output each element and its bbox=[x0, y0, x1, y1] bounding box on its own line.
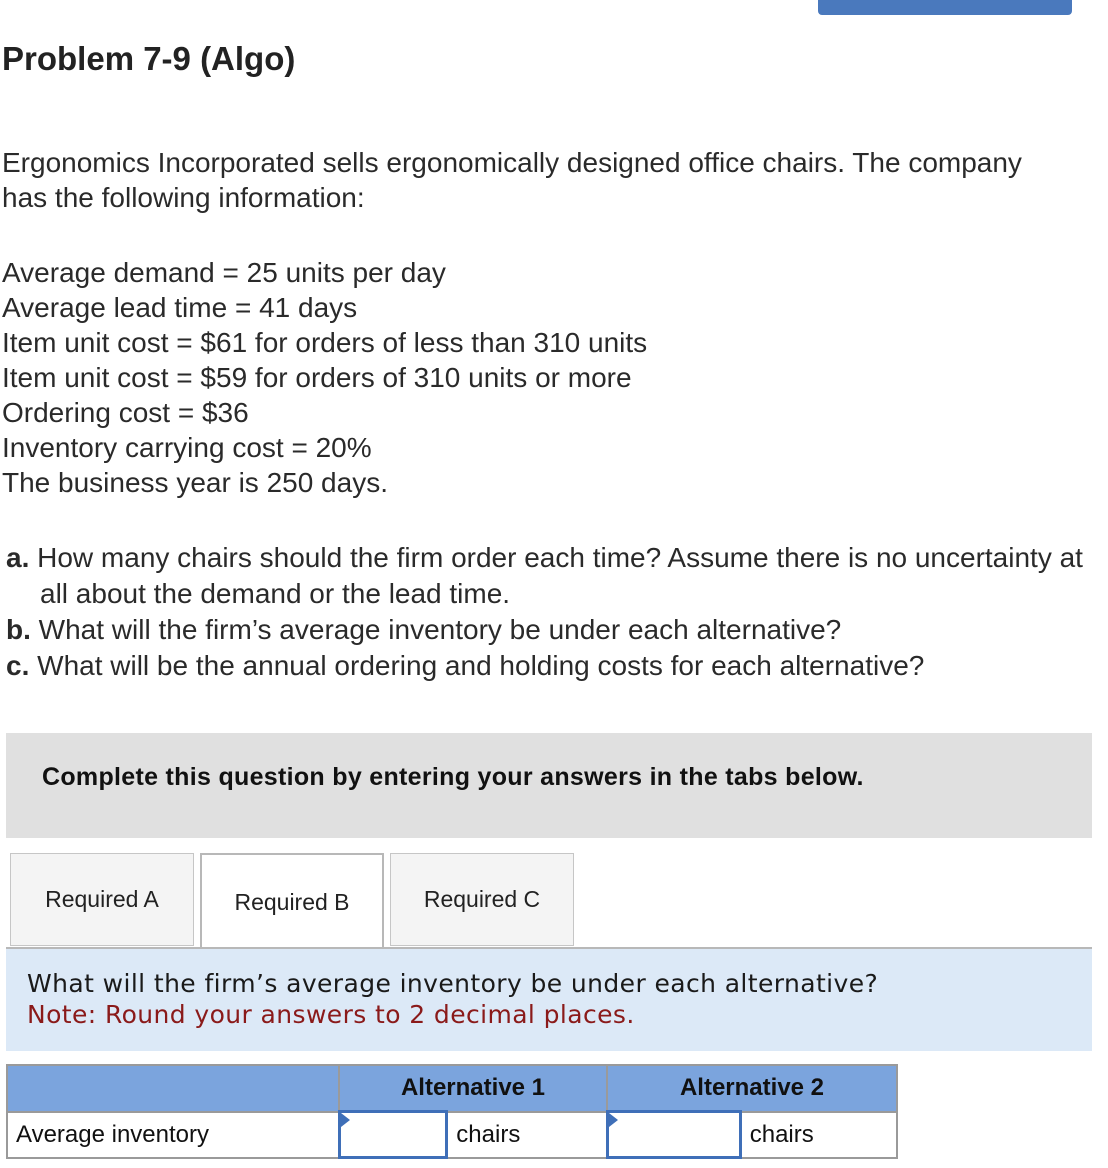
row-label-average-inventory: Average inventory bbox=[7, 1112, 339, 1158]
answer-table bbox=[6, 1064, 898, 1159]
fact-carrying-cost: Inventory carrying cost = 20% bbox=[2, 432, 372, 463]
question-b bbox=[6, 612, 1086, 648]
problem-intro: Ergonomics Incorporated sells ergonomically designed office chairs. The company has the following information: bbox=[2, 147, 1022, 213]
input-flag-icon bbox=[341, 1113, 350, 1127]
input-flag-icon bbox=[609, 1113, 618, 1127]
header-blank bbox=[7, 1065, 339, 1112]
question-a-text: How many chairs should the firm order each time? Assume there is no uncertainty at all about the demand or the lead time. bbox=[37, 542, 1083, 609]
question-b-text: What will the firm’s average inventory be under each alternative? bbox=[38, 614, 842, 645]
fact-unit-cost-small-orders: Item unit cost = $61 for orders of less than 310 units bbox=[2, 327, 648, 358]
required-b-panel bbox=[6, 949, 1092, 1051]
alternative-2-average-inventory-input[interactable] bbox=[609, 1115, 739, 1155]
alternative-2-unit: chairs bbox=[740, 1112, 897, 1158]
panel-question: What will the firm’s average inventory be under each alternative? bbox=[27, 969, 879, 998]
tab-required-a[interactable]: Required A bbox=[10, 853, 194, 946]
fact-average-demand: Average demand = 25 units per day bbox=[2, 257, 446, 288]
question-c-letter: c. bbox=[6, 650, 30, 681]
table-row bbox=[7, 1112, 897, 1158]
question-c bbox=[6, 648, 1086, 684]
instruction-text: Complete this question by entering your answers in the tabs below. bbox=[42, 763, 864, 791]
tab-required-b[interactable]: Required B bbox=[200, 853, 384, 949]
question-a-letter: a. bbox=[6, 542, 30, 573]
question-list bbox=[6, 540, 1086, 684]
fact-unit-cost-large-orders: Item unit cost = $59 for orders of 310 units or more bbox=[2, 362, 632, 393]
instruction-banner bbox=[6, 733, 1092, 838]
answer-table-header bbox=[7, 1065, 897, 1112]
question-c-text: What will be the annual ordering and holding costs for each alternative? bbox=[37, 650, 925, 681]
question-a bbox=[6, 540, 1086, 612]
alternative-2-input-cell[interactable] bbox=[607, 1112, 740, 1158]
alternative-1-input-cell[interactable] bbox=[339, 1112, 447, 1158]
fact-average-lead-time: Average lead time = 41 days bbox=[2, 292, 358, 323]
page-title: Problem 7-9 (Algo) bbox=[2, 40, 296, 77]
fact-ordering-cost: Ordering cost = $36 bbox=[2, 397, 249, 428]
tab-required-c[interactable]: Required C bbox=[390, 853, 574, 946]
alternative-1-unit: chairs bbox=[447, 1112, 607, 1158]
header-alternative-1: Alternative 1 bbox=[339, 1065, 607, 1112]
question-b-letter: b. bbox=[6, 614, 31, 645]
header-alternative-2: Alternative 2 bbox=[607, 1065, 897, 1112]
fact-business-year: The business year is 250 days. bbox=[2, 467, 388, 498]
problem-facts bbox=[2, 255, 647, 500]
top-action-bar[interactable] bbox=[818, 0, 1072, 15]
alternative-1-average-inventory-input[interactable] bbox=[341, 1115, 446, 1155]
panel-note: Note: Round your answers to 2 decimal places. bbox=[27, 1000, 635, 1029]
